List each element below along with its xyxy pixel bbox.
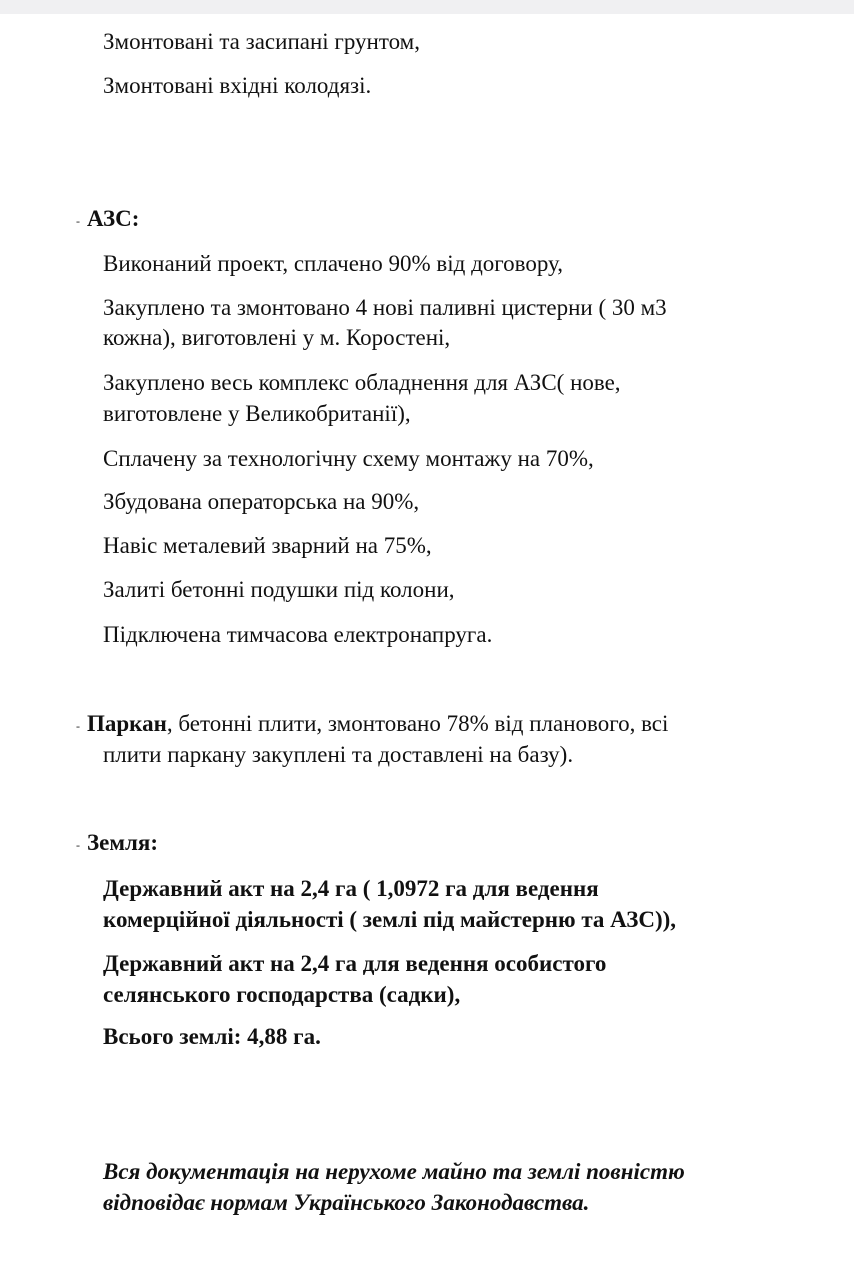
azs-item: Виконаний проект, сплачено 90% від договору, xyxy=(103,251,563,276)
fence-text: , бетонні плити, змонтовано 78% від планового, всі xyxy=(166,711,669,736)
bullet-dash: - xyxy=(76,838,80,852)
land-item: Державний акт на 2,4 га для ведення особистого xyxy=(103,951,607,976)
azs-item: Збудована операторська на 90%, xyxy=(103,489,420,514)
land-heading: Земля: xyxy=(87,830,159,855)
bullet-dash: - xyxy=(76,719,80,733)
fence-line-cont: плити паркану закуплені та доставлені на базу). xyxy=(103,742,574,767)
intro-line: Змонтовані вхідні колодязі. xyxy=(103,73,372,98)
land-item-cont: селянського господарства (садки), xyxy=(103,982,461,1007)
fence-line xyxy=(87,708,668,740)
azs-item-cont: виготовлене у Великобританії), xyxy=(103,401,411,426)
intro-line: Змонтовані та засипані грунтом, xyxy=(103,29,420,54)
land-item-cont: комерційної діяльності ( землі під майстерню та АЗС)), xyxy=(103,907,677,932)
azs-item: Сплачену за технологічну схему монтажу на 70%, xyxy=(103,446,594,471)
footer-note: Вся документація на нерухоме майно та землі повністю xyxy=(103,1159,685,1184)
azs-item: Підключена тимчасова електронапруга. xyxy=(103,622,493,647)
azs-item: Залиті бетонні подушки під колони, xyxy=(103,577,455,602)
fence-heading: Паркан xyxy=(87,711,167,736)
azs-item: Закуплено весь комплекс обладнення для АЗС( нове, xyxy=(103,370,621,395)
azs-item-cont: кожна), виготовлені у м. Коростені, xyxy=(103,325,451,350)
azs-item: Навіс металевий зварний на 75%, xyxy=(103,533,432,558)
azs-heading: АЗС: xyxy=(87,206,140,231)
footer-note-cont: відповідає нормам Українського Законодавства. xyxy=(103,1190,590,1215)
bullet-dash: - xyxy=(76,214,80,228)
land-item: Державний акт на 2,4 га ( 1,0972 га для ведення xyxy=(103,876,599,901)
azs-item: Закуплено та змонтовано 4 нові паливні цистерни ( 30 м3 xyxy=(103,295,667,320)
land-total: Всього землі: 4,88 га. xyxy=(103,1024,321,1049)
